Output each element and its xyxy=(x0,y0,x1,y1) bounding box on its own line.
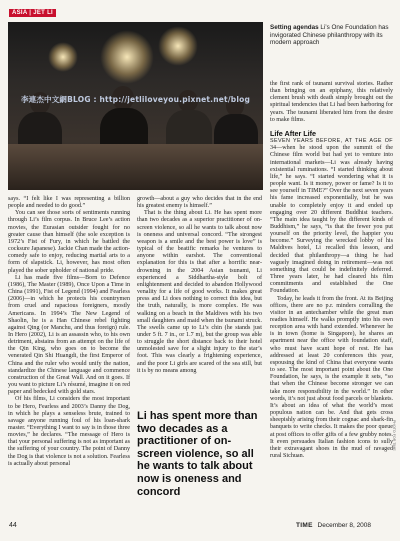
article-photo xyxy=(8,22,263,190)
ceiling-light xyxy=(48,42,78,72)
paragraph: Today, he leads it from the front. At its Beijing offices, there are no p.r. minders corralling the visitor in an antechamber while the great man readies himself. He walks promptly into his own reception area with hand extended. Whenever he is in town (home is Singapore), he shares an apartment near the office with foundation staff, who must have scant hope of rest. He has addressed at least 20 conferences this year, espousing the kind of China that everyone wants to see. The most important point about the One Foundation, he says, is the example it sets, “so that when the Chinese become stronger we can take more responsibility in the world.” In other words, it’s not just about food parcels or blankets. It’s about an idea of what the world’s most populous nation can be. And that gets cross sheepishly arising from their cognac and shark-fin banquets to write checks. It makes the poor queue at post offices to offer gifts of a few grubby notes. It even persuades Italian fashion icons to sully their extravagant shoes in the mud of ravaged rural Sichuan. xyxy=(270,295,393,459)
caption-body: Li’s One Foundation has invigorated Chinese philanthropy with its modern approach xyxy=(270,24,389,47)
section-kicker: SEVEN YEARS BEFORE, AT THE AGE OF xyxy=(270,138,393,145)
section-tag: ASIA | JET LI xyxy=(9,9,56,17)
paragraph: 34—when he stood upon the summit of the Chinese film world but had yet to venture into international markets—Li was already having existential ruminations. “I started thinking about life,” he says. “I started wondering what it is people want. Is it money, power or fame? Is it to see yourself in TIME?” Over the next seven years his fame increased exponentially, but he was unable to completely enjoy it and ended up engaging over 20 different Buddhist teachers. “The main idea taught by the different kinds of Buddhism,” he says, “is that the fewer you put yourself on the priority level, the happier you become.” Surveying the wrecked lobby of his Maldives hotel, Li recalled this lesson, and decided that philanthropy—a thing he had vaguely imagined doing in retirement—was not something that could be indefinitely deferred. Three years later, he had cleared his film commitments and established the One Foundation. xyxy=(270,145,393,295)
table xyxy=(8,144,263,190)
paragraph: You can see those sorts of sentiments running through Li’s film corpus. In Bruce Lee’s action movies, the Eurasian outsider fought for no greater cause than himself (the sole exception is 1972’s Fist of Fury, in which he battled the cocksure Japanese). Jackie Chan made the action-comedy safe to enjoy, reducing martial arts to a form of slapstick. Li, however, has most often played the sober upholder of national pride. xyxy=(8,210,130,274)
section-subhead: Life After Life xyxy=(270,128,317,138)
paragraph: the first rank of tsunami survival stories. Rather than bringing on an epiphany, this relatively clement brush with death simply brought out the spiritual tendencies that Li had been harboring for years. The tsunami liberated him from the desire to make films. xyxy=(270,81,393,123)
page-number: 44 xyxy=(9,522,17,529)
pull-quote: Li has spent more than two decades as a practitioner of on-screen violence, so all he wants to talk about now is oneness and concord xyxy=(137,410,258,498)
ceiling-light xyxy=(100,30,154,84)
paragraph: Of his films, Li considers the most important to be Hero, Fearless and 2003’s Danny the Dog, in which he plays a senseless brute, trained to savage anyone running foul of his loan-shark master. “Everything I want to say is in those three movies,” he declares. “The message of Hero is that your personal suffering is not as important as the suffering of your country. The point of Danny the Dog is that violence is not a solution. Fearless is actually about personal xyxy=(8,396,130,467)
magazine-brand: TIME xyxy=(296,522,313,529)
paragraph: Li has made five films—Born to Defence (1986), The Master (1989), Once Upon a Time in China (1991), Fist of Legend (1994) and Fearless (2006)—in which he protects his countrymen from cruel and rapacious foreigners, mostly Americans. In 1994’s The New Legend of Shaolin, he is a Han Chinese rebel fighting against Qing (or Manchu, and thus foreign) rule. In Hero (2002), Li is an assassin who, to his own detriment, abstains from an attempt on the life of the Qin King, who goes on to become the venerated Qin Shi Huangdi, the first Emperor of China and the ruler who would unify the nation, standardize the Chinese language and commence construction of the Great Wall. And on it goes. If you want to picture Li’s résumé, imagine it on red paper and bedecked with gold stars. xyxy=(8,274,130,396)
article-column-3 xyxy=(270,81,393,460)
issue-date: December 8, 2008 xyxy=(317,522,372,529)
photo-credit: PHOTO FOR TIME xyxy=(392,420,396,451)
article-column-1 xyxy=(8,196,130,468)
photo-watermark: 李連杰中文網BLOG : http://jetliloveyou.pixnet.net/blog xyxy=(20,95,251,104)
paragraph: growth—about a guy who decides that in the end his greatest enemy is himself.” xyxy=(137,196,262,210)
paragraph: says. “I felt like I was representing a billion people and needed to do good.” xyxy=(8,196,130,210)
page-footer xyxy=(296,522,371,529)
ceiling-light xyxy=(158,26,198,66)
paragraph: That is the thing about Li. He has spent more than two decades as a superior practitioner of on-screen violence, so all he wants to talk about now is oneness and universal concord. “The strongest weapon is a smile and the best power is love” is typical of the beatific remarks he ventures to anyone within earshot. The conventional explanation for this is that after a horrific near-drowning in the 2004 Asian tsunami, Li experienced a Siddhartha-style bolt of enlightenment and decided to abandon Hollywood venality for a life of good works. It makes great press and Li does nothing to correct this idea, but the truth, naturally, is more complex. He was walking on a beach in the Maldives with his two small daughters and maid when the tsunami struck. The swells came up to Li’s chin (he stands just under 5 ft. 7 in., or 1.7 m), but the group was able to struggle the short distance back to their hotel unmolested save for a slight injury to the star’s foot. This was clearly a frightening experience, and the poor Li girls are scared of the sea still, but it is by no means among xyxy=(137,210,262,374)
caption-lead: Setting agendas xyxy=(270,24,319,31)
article-column-2 xyxy=(137,196,262,375)
photo-caption xyxy=(270,24,390,47)
